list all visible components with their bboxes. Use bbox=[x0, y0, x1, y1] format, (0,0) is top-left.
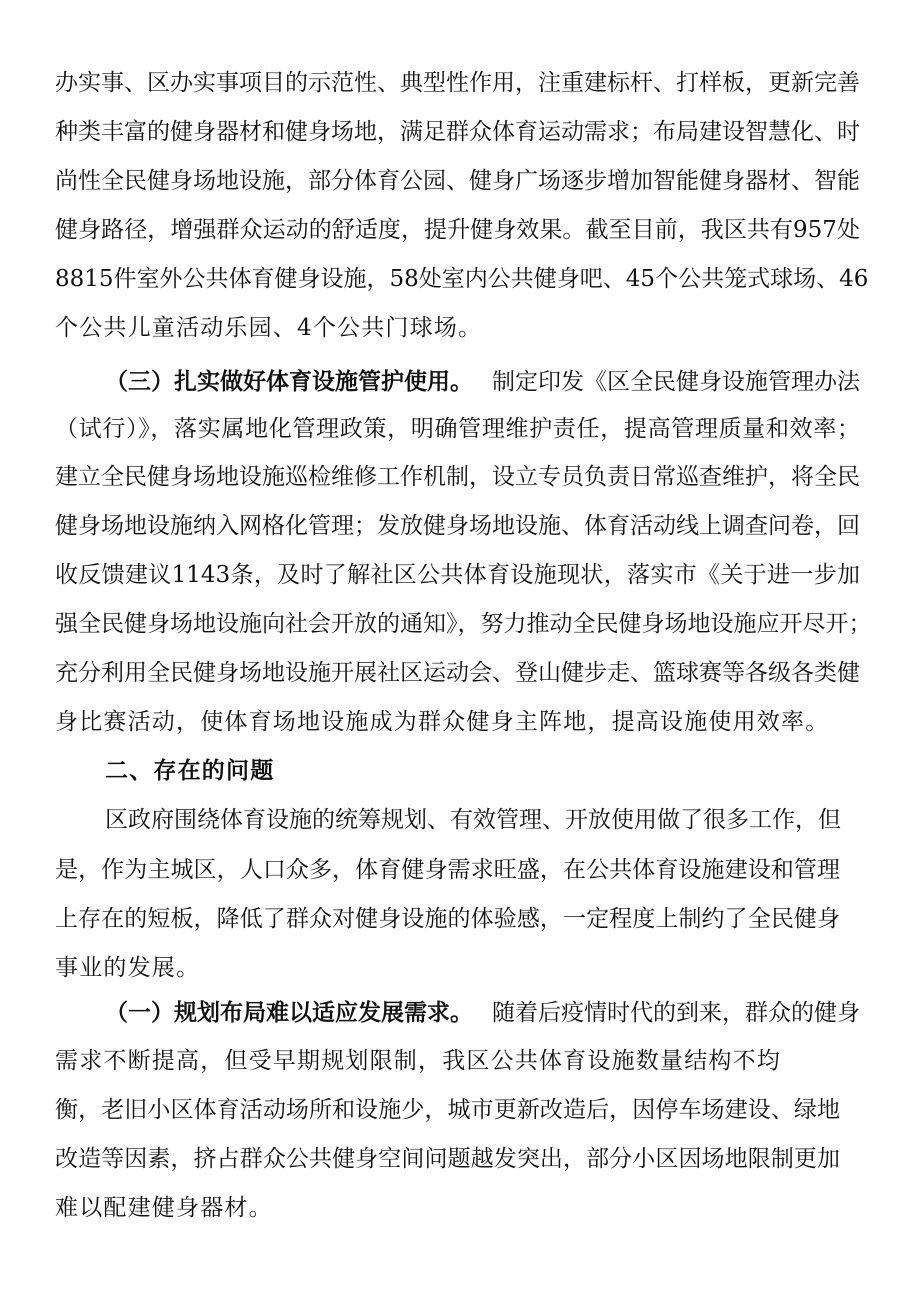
paragraph-1-line-4: 健身路径，增强群众运动的舒适度，提升健身效果。截至目前，我区共有957处 bbox=[55, 217, 860, 243]
paragraph-3-line-3: 上存在的短板，降低了群众对健身设施的体验感，一定程度上制约了全民健身 bbox=[55, 906, 840, 932]
paragraph-2-line-6: 强全民健身场地设施向社会开放的通知》，努力推动全民健身场地设施应开尽开； bbox=[55, 611, 872, 637]
paragraph-2-line-1-rest: 制定印发《区全民健身设施管理办法 bbox=[492, 369, 860, 395]
paragraph-4-line-1 bbox=[105, 998, 860, 1028]
paragraph-4-line-4: 改造等因素，挤占群众公共健身空间问题越发突出，部分小区因场地限制更加 bbox=[55, 1146, 840, 1172]
paragraph-1-line-2: 种类丰富的健身器材和健身场地，满足群众体育运动需求；布局建设智慧化、时 bbox=[55, 119, 860, 145]
paragraph-4-line-3: 衡，老旧小区体育活动场所和设施少，城市更新改造后，因停车场建设、绿地 bbox=[55, 1097, 840, 1123]
paragraph-3-line-4: 事业的发展。 bbox=[55, 955, 201, 981]
paragraph-2-line-3: 建立全民健身场地设施巡检维修工作机制，设立专员负责日常巡查维护，将全民 bbox=[55, 464, 860, 490]
paragraph-3-line-2: 是，作为主城区，人口众多，体育健身需求旺盛，在公共体育设施建设和管理 bbox=[55, 857, 840, 883]
paragraph-3-line-1: 区政府围绕体育设施的统筹规划、有效管理、开放使用做了很多工作，但 bbox=[105, 807, 841, 833]
paragraph-1-line-1: 办实事、区办实事项目的示范性、典型性作用，注重建标杆、打样板，更新完善 bbox=[55, 70, 860, 96]
paragraph-2-line-1 bbox=[105, 367, 860, 397]
paragraph-1-line-3: 尚性全民健身场地设施，部分体育公园、健身广场逐步增加智能健身器材、智能 bbox=[55, 168, 860, 194]
section-heading: 二、存在的问题 bbox=[105, 758, 275, 784]
paragraph-2-line-7: 充分利用全民健身场地设施开展社区运动会、登山健步走、篮球赛等各级各类健 bbox=[55, 660, 860, 686]
paragraph-1-line-5: 8815件室外公共体育健身设施，58处室内公共健身吧、45个公共笼式球场、46 bbox=[55, 266, 869, 292]
paragraph-2-heading: （三）扎实做好体育设施管护使用。 bbox=[105, 369, 473, 395]
paragraph-2-line-8: 身比赛活动，使体育场地设施成为群众健身主阵地，提高设施使用效率。 bbox=[55, 709, 830, 735]
paragraph-2-line-5: 收反馈建议1143条，及时了解社区公共体育设施现状，落实市《关于进一步加 bbox=[55, 562, 860, 588]
paragraph-1-line-6: 个公共儿童活动乐园、4个公共门球场。 bbox=[55, 315, 483, 341]
paragraph-2-line-2: （试行）》，落实属地化管理政策，明确管理维护责任，提高管理质量和效率； bbox=[55, 416, 860, 442]
paragraph-2-line-4: 健身场地设施纳入网格化管理；发放健身场地设施、体育活动线上调查问卷，回 bbox=[55, 513, 860, 539]
paragraph-4-line-5: 难以配建健身器材。 bbox=[55, 1195, 273, 1221]
paragraph-4-line-2: 需求不断提高，但受早期规划限制，我区公共体育设施数量结构不均 bbox=[55, 1048, 781, 1074]
paragraph-4-heading: （一）规划布局难以适应发展需求。 bbox=[105, 1000, 473, 1026]
paragraph-4-line-1-rest: 随着后疫情时代的到来，群众的健身 bbox=[492, 1000, 860, 1026]
